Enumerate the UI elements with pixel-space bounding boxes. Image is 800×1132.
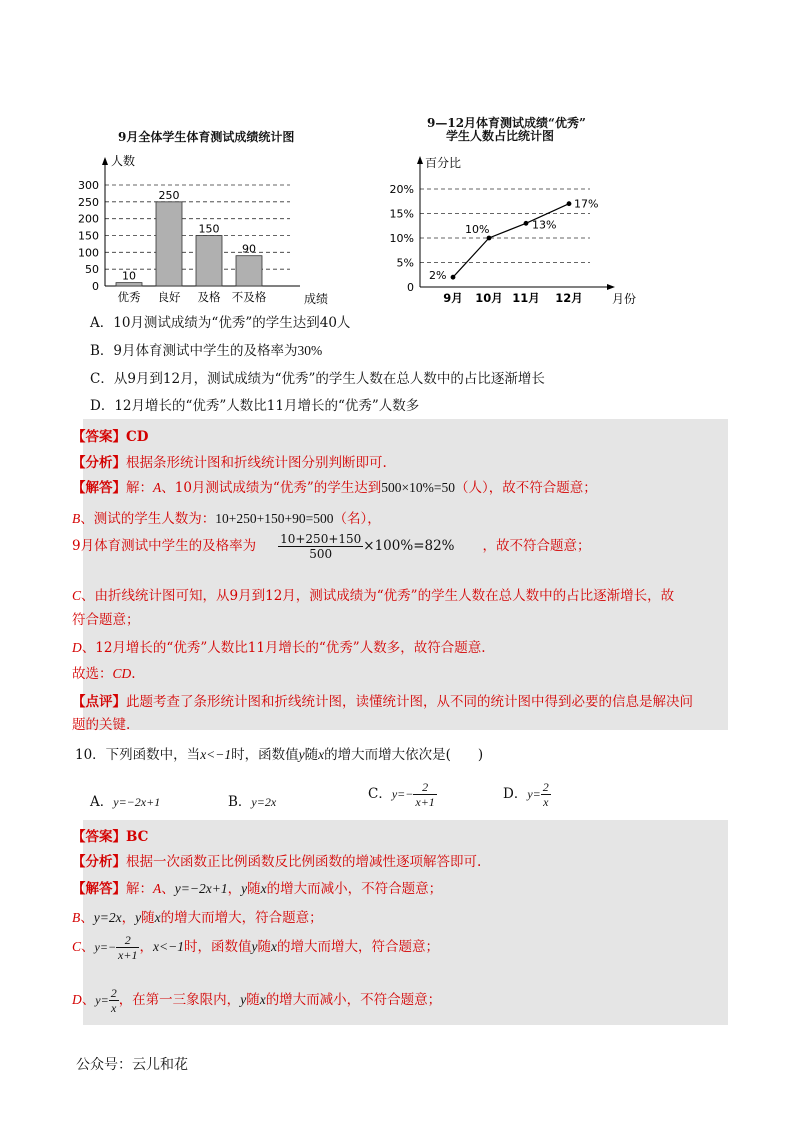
bar-rect — [116, 283, 142, 286]
bar-y-axis-label: 人数 — [111, 154, 136, 168]
bar-y-tick-label: 200 — [78, 212, 99, 226]
solution-a-q10: 【解答】解：A、y=−2x+1，y随x的增大而减小，不符合题意； — [72, 881, 443, 897]
line-category-label: 10月 — [475, 291, 503, 305]
line-data-label: 2% — [429, 269, 447, 283]
bar-x-axis-label: 成绩 — [304, 292, 329, 306]
q10-option-d: D．y= $\frac{2}{x}$ — [503, 780, 549, 809]
bar-category-label: 及格 — [197, 290, 221, 304]
answer-line-q9: 【答案】CD — [72, 429, 149, 445]
bar-category-label: 良好 — [157, 290, 181, 304]
line-y-tick-label: 10% — [389, 232, 414, 245]
question-10: 10．下列函数中，当x<−1时，函数值y随x的增大而增大依次是( ) — [75, 747, 484, 763]
bar-data-label: 150 — [198, 222, 220, 236]
choose-line-q9: 故选：CD. — [72, 666, 136, 682]
line-point — [451, 275, 456, 280]
line-series — [453, 204, 569, 278]
q10-option-c: C．y=− $\frac{2}{x+1}$ — [368, 780, 435, 809]
bar-rect — [156, 202, 182, 286]
line-point — [487, 236, 492, 241]
bar-chart-title: 9月全体学生体育测试成绩统计图 — [118, 130, 295, 144]
solution-c2-q9: 符合题意； — [72, 612, 140, 628]
solution-c-q10: C、y=− $\frac{2}{x+1}$ ，x<−1时，函数值y随x的增大而增大，符合题意； — [72, 933, 439, 962]
solution-d-q9: D、12月增长的“优秀”人数比11月增长的“优秀”人数多，故符合题意. — [72, 640, 486, 656]
option-b: B．9月体育测试中学生的及格率为30% — [90, 343, 323, 359]
bar-rect — [236, 256, 262, 286]
bar-y-tick-label: 50 — [85, 263, 99, 277]
bar-chart — [60, 145, 350, 310]
solution-b-q10: B、y=2x，y随x的增大而增大，符合题意； — [72, 910, 323, 926]
comment-line2-q9: 题的关键. — [72, 717, 131, 733]
bar-data-label: 10 — [122, 269, 136, 283]
comment-line-q9: 【点评】此题考查了条形统计图和折线统计图，读懂统计图，从不同的统计图中得到必要的信息是解决问 — [72, 694, 693, 710]
line-data-label: 17% — [574, 197, 599, 211]
bar-category-label: 不及格 — [231, 290, 267, 304]
line-y-tick-label: 0 — [407, 281, 414, 294]
q10-option-b: B．y=2x — [228, 794, 277, 810]
line-category-label: 9月 — [443, 291, 463, 305]
line-chart — [385, 150, 675, 310]
line-data-label: 13% — [532, 218, 557, 232]
line-x-axis-label: 月份 — [612, 292, 637, 306]
solution-b-q9: B、测试的学生人数为：10+250+150+90=500（名）， — [72, 511, 381, 527]
line-category-label: 11月 — [512, 291, 540, 305]
answer-line-q10: 【答案】BC — [72, 829, 149, 845]
bar-category-label: 优秀 — [117, 290, 141, 304]
line-chart-title-2: 学生人数占比统计图 — [446, 129, 555, 143]
line-point — [567, 201, 572, 206]
bar-y-tick-label: 100 — [78, 246, 99, 260]
line-category-label: 12月 — [555, 291, 583, 305]
analysis-line-q10: 【分析】根据一次函数正比例函数反比例函数的增减性逐项解答即可. — [72, 854, 482, 870]
solution-a-q9: 【解答】解：A、10月测试成绩为“优秀”的学生达到500×10%=50（人），故不符合题意； — [72, 480, 597, 496]
bar-y-tick-label: 150 — [78, 229, 99, 243]
bar-y-tick-label: 0 — [92, 280, 99, 293]
line-y-axis-arrow — [417, 156, 423, 164]
solution-c-q9: C、由折线统计图可知，从9月到12月，测试成绩为“优秀”的学生人数在总人数中的占比逐渐增长，故 — [72, 588, 675, 604]
line-y-axis-label: 百分比 — [425, 156, 462, 170]
bar-y-tick-label: 300 — [78, 179, 99, 192]
footer-text: 公众号：云儿和花 — [76, 1057, 188, 1073]
option-a: A．10月测试成绩为“优秀”的学生达到40人 — [90, 315, 351, 331]
analysis-line-q9: 【分析】根据条形统计图和折线统计图分别判断即可. — [72, 455, 387, 471]
line-data-label: 10% — [465, 223, 490, 236]
line-chart-title-1: 9—12月体育测试成绩“优秀” — [427, 116, 586, 130]
bar-y-axis-arrow — [102, 157, 108, 165]
bar-y-tick-label: 250 — [78, 195, 99, 209]
line-point — [524, 221, 529, 226]
line-y-tick-label: 5% — [396, 256, 414, 270]
q10-option-a: A．y=−2x+1 — [90, 794, 161, 810]
bar-data-label: 250 — [158, 188, 180, 202]
option-c: C．从9月到12月，测试成绩为“优秀”的学生人数在总人数中的占比逐渐增长 — [90, 371, 545, 387]
line-x-axis-arrow — [607, 284, 615, 290]
solution-d-q10: D、y= $\frac{2}{x}$ ，在第一三象限内，y随x的增大而减小，不符合题意； — [72, 986, 442, 1015]
bar-data-label: 90 — [242, 242, 256, 256]
option-d: D．12月增长的“优秀”人数比11月增长的“优秀”人数多 — [90, 398, 420, 414]
bar-rect — [196, 236, 222, 287]
solution-b2-q9: 9月体育测试中学生的及格率为 $\frac{10+250+150}{500}$ ×100%=82% ，故不符合题意； — [72, 532, 591, 561]
line-y-tick-label: 15% — [389, 207, 414, 221]
line-y-tick-label: 20% — [389, 183, 414, 196]
